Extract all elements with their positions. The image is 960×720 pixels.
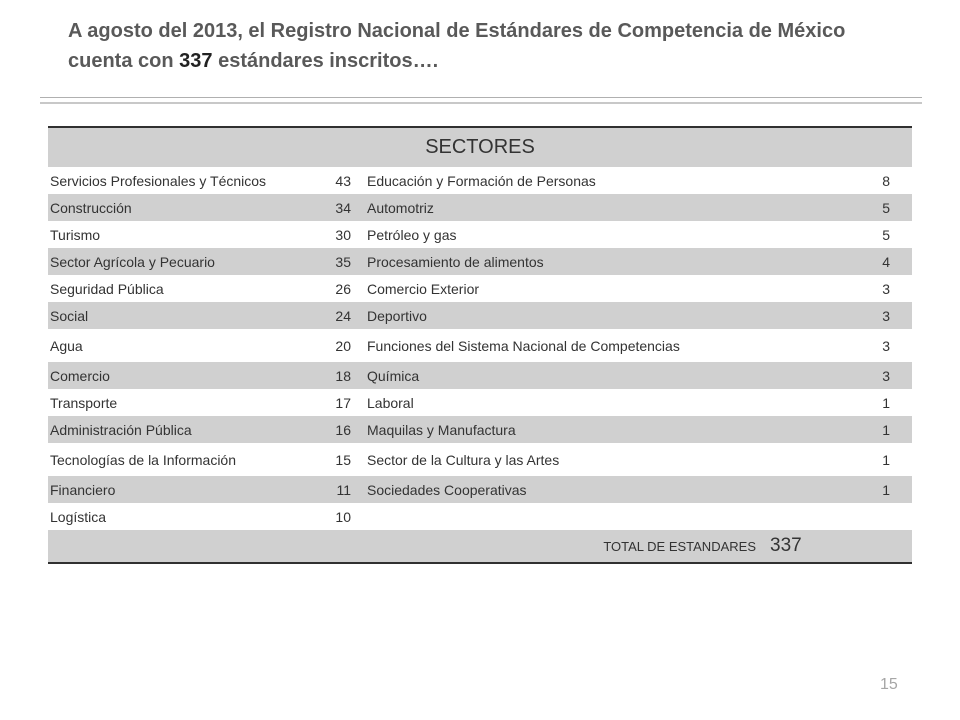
total-label: TOTAL DE ESTANDARES — [48, 530, 760, 563]
sector-name-right: Educación y Formación de Personas — [367, 172, 596, 189]
table-row — [48, 194, 912, 221]
sector-count-right: 1 — [760, 416, 912, 443]
sector-name-left: Servicios Profesionales y Técnicos — [50, 172, 267, 189]
sector-count-left: 16 — [295, 416, 355, 443]
sector-name-left: Comercio — [48, 362, 295, 389]
sector-name-left: Transporte — [50, 394, 118, 411]
sector-count-right: 5 — [760, 194, 912, 221]
total-value: 337 — [760, 530, 912, 563]
sector-name-right: Procesamiento de alimentos — [355, 248, 760, 275]
sector-name-left: Sector Agrícola y Pecuario — [48, 248, 295, 275]
sector-count-right: 8 — [882, 172, 891, 189]
total-row — [48, 530, 912, 563]
sector-count-left: 18 — [295, 362, 355, 389]
sector-count-left: 15 — [335, 451, 351, 468]
sector-name-left: Logística — [50, 508, 107, 525]
sector-name-right: Funciones del Sistema Nacional de Competencias — [367, 337, 680, 354]
sector-name-left: Financiero — [48, 476, 295, 503]
sector-name-left: Turismo — [50, 226, 101, 243]
sector-count-right: 3 — [882, 337, 891, 354]
sector-name-right: Laboral — [367, 394, 414, 411]
sector-count-left: 35 — [295, 248, 355, 275]
table-row — [48, 416, 912, 443]
table-header-row — [48, 127, 912, 167]
sector-name-left: Social — [48, 302, 295, 329]
sector-name-right: Automotriz — [355, 194, 760, 221]
sector-count-right: 3 — [760, 362, 912, 389]
sector-name-right: Sociedades Cooperativas — [355, 476, 760, 503]
sector-name-left: Administración Pública — [48, 416, 295, 443]
sector-count-right: 5 — [882, 226, 891, 243]
sector-name-right: Sector de la Cultura y las Artes — [367, 451, 560, 468]
sectors-table-body — [48, 127, 912, 563]
title-line-2-suffix: estándares inscritos…. — [212, 50, 439, 72]
sector-name-right: Comercio Exterior — [367, 280, 480, 297]
table-row — [48, 329, 912, 362]
sector-count-left: 34 — [295, 194, 355, 221]
sector-count-right: 1 — [882, 394, 891, 411]
sector-count-left: 26 — [335, 280, 351, 297]
sector-name-right: Maquilas y Manufactura — [355, 416, 760, 443]
sector-count-left: 20 — [335, 337, 351, 354]
sector-name-left: Tecnologías de la Información — [50, 451, 236, 468]
title-line-2 — [68, 46, 918, 76]
title-line-1: A agosto del 2013, el Registro Nacional de Estándares de Competencia de México — [68, 20, 846, 42]
table-header: SECTORES — [48, 127, 912, 167]
table-row — [48, 443, 912, 476]
sector-count-left: 17 — [335, 394, 351, 411]
sector-count-right: 3 — [760, 302, 912, 329]
table-row — [48, 167, 912, 194]
sector-name-left: Construcción — [48, 194, 295, 221]
sector-count-left: 11 — [295, 476, 355, 503]
sector-name-right: Petróleo y gas — [367, 226, 457, 243]
table-row — [48, 362, 912, 389]
sector-name-right — [355, 503, 760, 530]
sector-count-left: 24 — [295, 302, 355, 329]
sector-count-right: 1 — [882, 451, 891, 468]
sector-count-left: 30 — [335, 226, 351, 243]
divider-line-bottom — [40, 102, 922, 104]
sector-count-right: 4 — [760, 248, 912, 275]
sector-name-right: Química — [355, 362, 760, 389]
table-row — [48, 248, 912, 275]
sector-name-left: Agua — [50, 337, 83, 354]
sector-count-left: 10 — [335, 508, 351, 525]
table-row — [48, 389, 912, 416]
sector-count-right — [760, 503, 912, 530]
slide-title — [68, 16, 918, 76]
table-row — [48, 302, 912, 329]
sector-count-right: 3 — [882, 280, 891, 297]
table-row — [48, 503, 912, 530]
table-row — [48, 476, 912, 503]
sectors-table — [48, 126, 912, 564]
title-line-2-prefix: cuenta con — [68, 50, 180, 72]
sector-count-left: 43 — [335, 172, 351, 189]
table-row — [48, 275, 912, 302]
divider-line-top — [40, 97, 922, 98]
sector-name-left: Seguridad Pública — [50, 280, 164, 297]
page-number: 15 — [880, 676, 898, 693]
sector-count-right: 1 — [760, 476, 912, 503]
title-total-number: 337 — [179, 50, 213, 72]
table-row — [48, 221, 912, 248]
sector-name-right: Deportivo — [355, 302, 760, 329]
